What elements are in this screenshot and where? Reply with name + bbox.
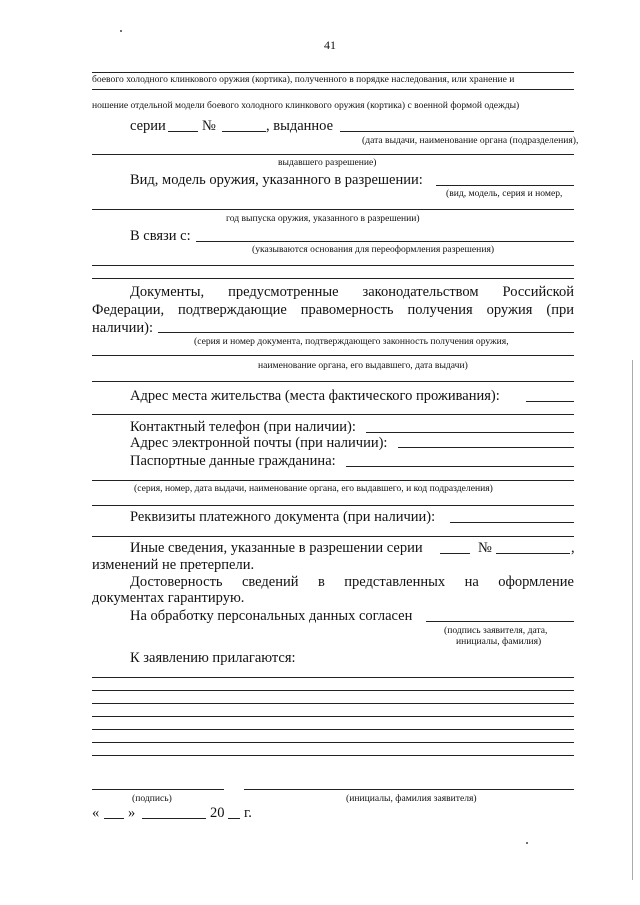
year-suffix: г. xyxy=(244,805,252,821)
attachment-line[interactable] xyxy=(92,690,574,691)
name-field[interactable] xyxy=(244,789,574,790)
other-series-field[interactable] xyxy=(440,553,470,554)
address-label: Адрес места жительства (места фактического проживания): xyxy=(130,388,500,404)
year-field[interactable] xyxy=(228,818,240,819)
hint-reason: (указываются основания для переоформления разрешения) xyxy=(252,244,495,255)
number-sign: № xyxy=(202,118,216,134)
word: подтверждающие xyxy=(178,302,287,318)
weapon-field[interactable] xyxy=(436,185,574,186)
weapon-label: Вид, модель оружия, указанного в разрешении: xyxy=(130,172,423,188)
hint-docs-2: наименование органа, его выдавшего, дата выдачи) xyxy=(258,360,468,371)
year-prefix: 20 xyxy=(210,805,225,821)
payment-field-line2[interactable] xyxy=(92,536,574,537)
hint-weapon: (вид, модель, серия и номер, xyxy=(446,188,563,199)
other-info-label: Иные сведения, указанные в разрешении серии xyxy=(130,540,423,556)
reason-label: В связи с: xyxy=(130,228,191,244)
issued-label: , выданное xyxy=(266,118,334,134)
attachment-line[interactable] xyxy=(92,755,574,756)
signature-caption: (подпись) xyxy=(132,793,172,804)
attachment-line[interactable] xyxy=(92,742,574,743)
word: (при xyxy=(546,302,574,318)
address-field[interactable] xyxy=(526,401,574,402)
scan-mark xyxy=(526,842,528,844)
issued-field[interactable] xyxy=(340,131,574,132)
word: предусмотренные xyxy=(228,284,339,300)
hint-consent-2: инициалы, фамилия) xyxy=(456,636,542,647)
reason-field-line2[interactable] xyxy=(92,265,574,266)
docs-field[interactable] xyxy=(158,332,574,333)
hint-docs-1: (серия и номер документа, подтверждающего законность получения оружия, xyxy=(194,336,509,347)
hint-weapon-2: год выпуска оружия, указанного в разрешении) xyxy=(226,213,420,224)
word: Федерации, xyxy=(92,302,165,318)
attachment-line[interactable] xyxy=(92,677,574,678)
payment-label: Реквизиты платежного документа (при наличии): xyxy=(130,509,436,525)
reason-field[interactable] xyxy=(196,241,574,242)
word: законодательством xyxy=(362,284,479,300)
docs-para-line1 xyxy=(130,284,574,300)
attachment-line[interactable] xyxy=(92,703,574,704)
payment-field[interactable] xyxy=(450,522,574,523)
email-field[interactable] xyxy=(398,447,574,448)
word: правомерность xyxy=(300,302,394,318)
word: Российской xyxy=(502,284,574,300)
scan-edge xyxy=(632,360,633,880)
rule xyxy=(92,89,574,90)
word: Документы, xyxy=(130,284,205,300)
rule xyxy=(92,72,574,73)
passport-field-line2[interactable] xyxy=(92,480,574,481)
hint-consent-1: (подпись заявителя, дата, xyxy=(444,625,548,636)
day-field[interactable] xyxy=(104,818,124,819)
address-field-line2[interactable] xyxy=(92,414,574,415)
word: получения xyxy=(407,302,473,318)
passport-field[interactable] xyxy=(346,466,574,467)
quote-close: » xyxy=(128,805,136,821)
attachments-label: К заявлению прилагаются: xyxy=(130,650,296,666)
name-caption: (инициалы, фамилия заявителя) xyxy=(346,793,477,804)
text-line1: боевого холодного клинкового оружия (кортика), полученного в порядке наследования, или хранение и xyxy=(92,74,515,85)
reliability-line2: документах гарантирую. xyxy=(92,590,245,606)
consent-signature-field[interactable] xyxy=(426,621,574,622)
scan-mark xyxy=(120,30,122,32)
attachment-line[interactable] xyxy=(92,716,574,717)
word: Достоверность xyxy=(130,574,223,590)
hint-issue: (дата выдачи, наименование органа (подразделения), xyxy=(362,135,579,146)
other-number-field[interactable] xyxy=(496,553,570,554)
phone-field[interactable] xyxy=(366,432,574,433)
attachment-line[interactable] xyxy=(92,729,574,730)
docs-field-line3[interactable] xyxy=(92,381,574,382)
word: представленных xyxy=(344,574,446,590)
signature-field[interactable] xyxy=(92,789,224,790)
word: в xyxy=(317,574,325,590)
hint-passport: (серия, номер, дата выдачи, наименование органа, его выдавшего, и код подразделения) xyxy=(134,483,493,494)
word: оружия xyxy=(486,302,533,318)
docs-field-line2[interactable] xyxy=(92,355,574,356)
docs-para-line2 xyxy=(92,302,574,318)
consent-label: На обработку персональных данных согласен xyxy=(130,608,413,624)
reason-field-line3[interactable] xyxy=(92,278,574,279)
weapon-field-line2[interactable] xyxy=(92,209,574,210)
number-field[interactable] xyxy=(222,131,266,132)
hint-issue-2: выдавшего разрешение) xyxy=(278,157,377,168)
other-info-cont: изменений не претерпели. xyxy=(92,557,255,573)
quote-open: « xyxy=(92,805,100,821)
issued-field-line2[interactable] xyxy=(92,154,574,155)
email-label: Адрес электронной почты (при наличии): xyxy=(130,435,388,451)
docs-para-line3: наличии): xyxy=(92,320,153,336)
phone-label: Контактный телефон (при наличии): xyxy=(130,419,356,435)
reliability-line1 xyxy=(130,574,574,590)
passport-field-line3[interactable] xyxy=(92,505,574,506)
month-field[interactable] xyxy=(142,818,206,819)
word: оформление xyxy=(498,574,574,590)
page-number: 41 xyxy=(324,38,336,52)
other-number-sign: № xyxy=(478,540,492,556)
text-line2: ношение отдельной модели боевого холодного клинкового оружия (кортика) с военной формой одежды) xyxy=(92,100,520,111)
series-field[interactable] xyxy=(168,131,198,132)
comma: , xyxy=(571,540,575,556)
passport-label: Паспортные данные гражданина: xyxy=(130,453,336,469)
word: на xyxy=(464,574,479,590)
word: сведений xyxy=(241,574,299,590)
series-label: серии xyxy=(130,118,166,134)
